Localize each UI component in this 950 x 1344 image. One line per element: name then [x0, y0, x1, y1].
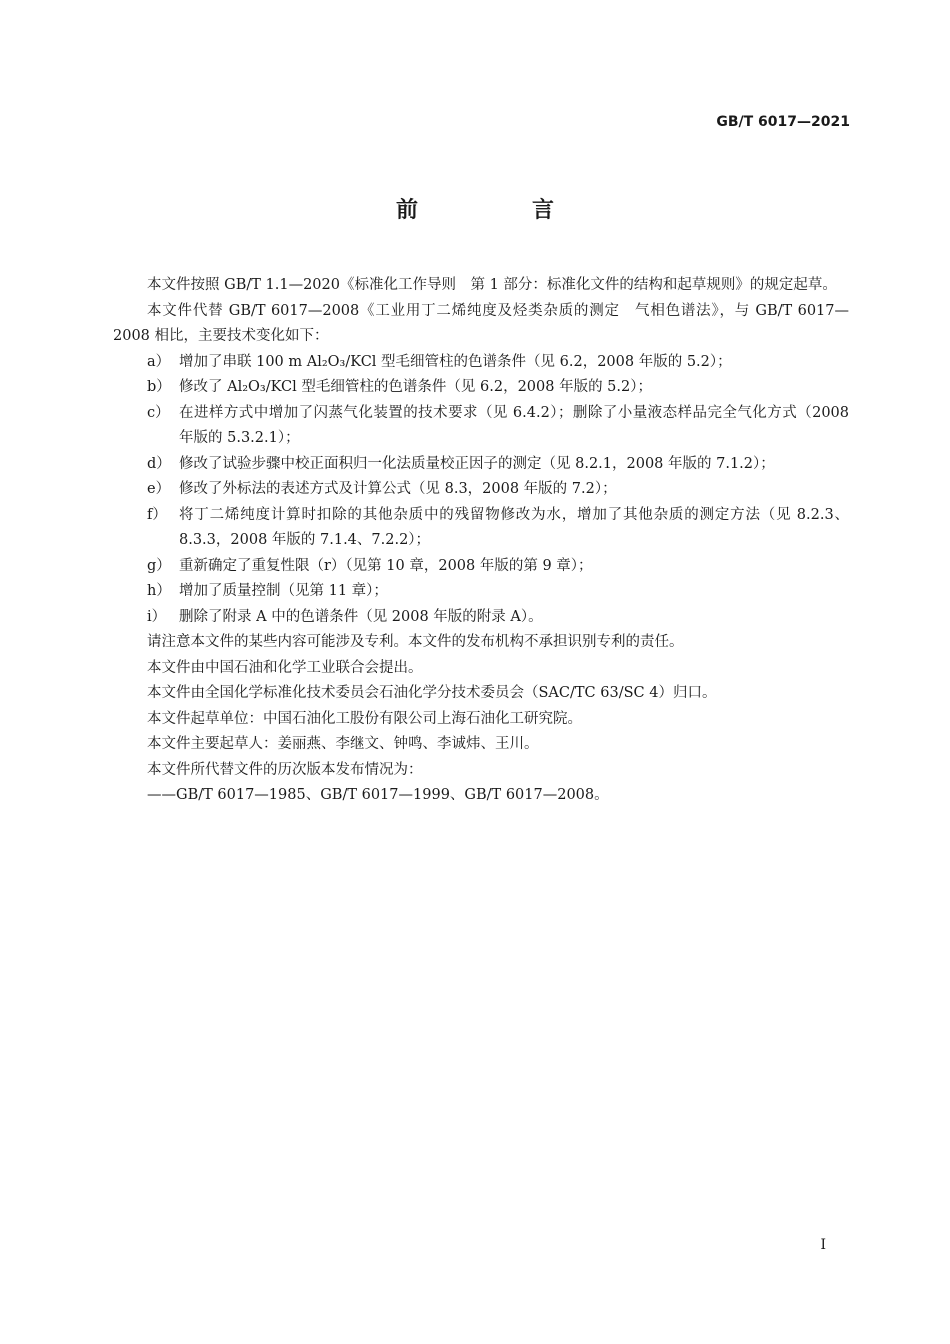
- patent-notice: 请注意本文件的某些内容可能涉及专利。本文件的发布机构不承担识别专利的责任。: [147, 634, 684, 650]
- list-item-text: 修改了外标法的表述方式及计算公式（见 8.3，2008 年版的 7.2）；: [179, 481, 617, 497]
- document-code: GB/T 6017—2021: [716, 114, 850, 130]
- list-item-label: c）: [147, 404, 170, 421]
- history-intro-paragraph: 本文件所代替文件的历次版本发布情况为：: [147, 761, 423, 778]
- page-title: 前 言: [395, 198, 600, 223]
- list-item-text: 增加了质量控制（见第 11 章）；: [179, 583, 388, 599]
- list-item: [113, 401, 849, 452]
- list-item: [113, 554, 849, 580]
- list-item-text: 修改了试验步骤中校正面积归一化法质量校正因子的测定（见 8.2.1，2008 年版的 7.1.2）；: [179, 455, 775, 472]
- changes-list: [113, 350, 849, 631]
- drafting-unit-paragraph: 本文件起草单位：中国石油化工股份有限公司上海石油化工研究院。: [147, 710, 582, 727]
- list-item-text: 重新确定了重复性限（r）（见第 10 章，2008 年版的第 9 章）；: [179, 557, 593, 574]
- committee-paragraph: 本文件由全国化学标准化技术委员会石油化学分技术委员会（SAC/TC 63/SC 4）归口。: [147, 685, 717, 701]
- list-item: [113, 452, 849, 478]
- proposer-paragraph: 本文件由中国石油和化学工业联合会提出。: [147, 659, 423, 676]
- list-item: [113, 579, 849, 605]
- list-item-label: a）: [147, 353, 171, 370]
- list-item-text: 将丁二烯纯度计算时扣除的其他杂质中的残留物修改为水，增加了其他杂质的测定方法（见 8.2.3、8.3.3，2008 年版的 7.1.4、7.2.2）；: [179, 506, 849, 548]
- list-item: [113, 503, 849, 554]
- list-item-label: h）: [147, 583, 171, 599]
- drafters-paragraph: 本文件主要起草人：姜丽燕、李继文、钟鸣、李诚炜、王川。: [147, 736, 539, 752]
- list-item-text: 在进样方式中增加了闪蒸气化装置的技术要求（见 6.4.2）；删除了小量液态样品完全气化方式（2008 年版的 5.3.2.1）；: [179, 404, 849, 446]
- list-item-label: f）: [147, 506, 167, 523]
- intro-paragraph: 本文件按照 GB/T 1.1—2020《标准化工作导则 第 1 部分：标准化文件的结构和起草规则》的规定起草。: [147, 277, 837, 293]
- list-item-label: e）: [147, 481, 171, 497]
- history-versions: ——GB/T 6017—1985、GB/T 6017—1999、GB/T 6017—2008。: [147, 787, 609, 803]
- list-item-label: i）: [147, 608, 167, 625]
- list-item-text: 删除了附录 A 中的色谱条件（见 2008 年版的附录 A）。: [179, 608, 543, 625]
- page-number: I: [820, 1237, 826, 1253]
- list-item: [113, 350, 849, 376]
- foreword-body: [113, 273, 849, 809]
- list-item: [113, 477, 849, 503]
- list-item-label: b）: [147, 379, 171, 395]
- list-item: [113, 375, 849, 401]
- list-item-label: g）: [147, 557, 171, 574]
- list-item: [113, 605, 849, 631]
- list-item-text: 修改了 Al₂O₃/KCl 型毛细管柱的色谱条件（见 6.2，2008 年版的 5.2）；: [179, 379, 652, 395]
- intro-paragraph: 本文件代替 GB/T 6017—2008《工业用丁二烯纯度及烃类杂质的测定 气相色谱法》，与 GB/T 6017—2008 相比，主要技术变化如下：: [113, 302, 849, 344]
- list-item-text: 增加了串联 100 m Al₂O₃/KCl 型毛细管柱的色谱条件（见 6.2，2008 年版的 5.2）；: [179, 353, 732, 370]
- list-item-label: d）: [147, 455, 171, 472]
